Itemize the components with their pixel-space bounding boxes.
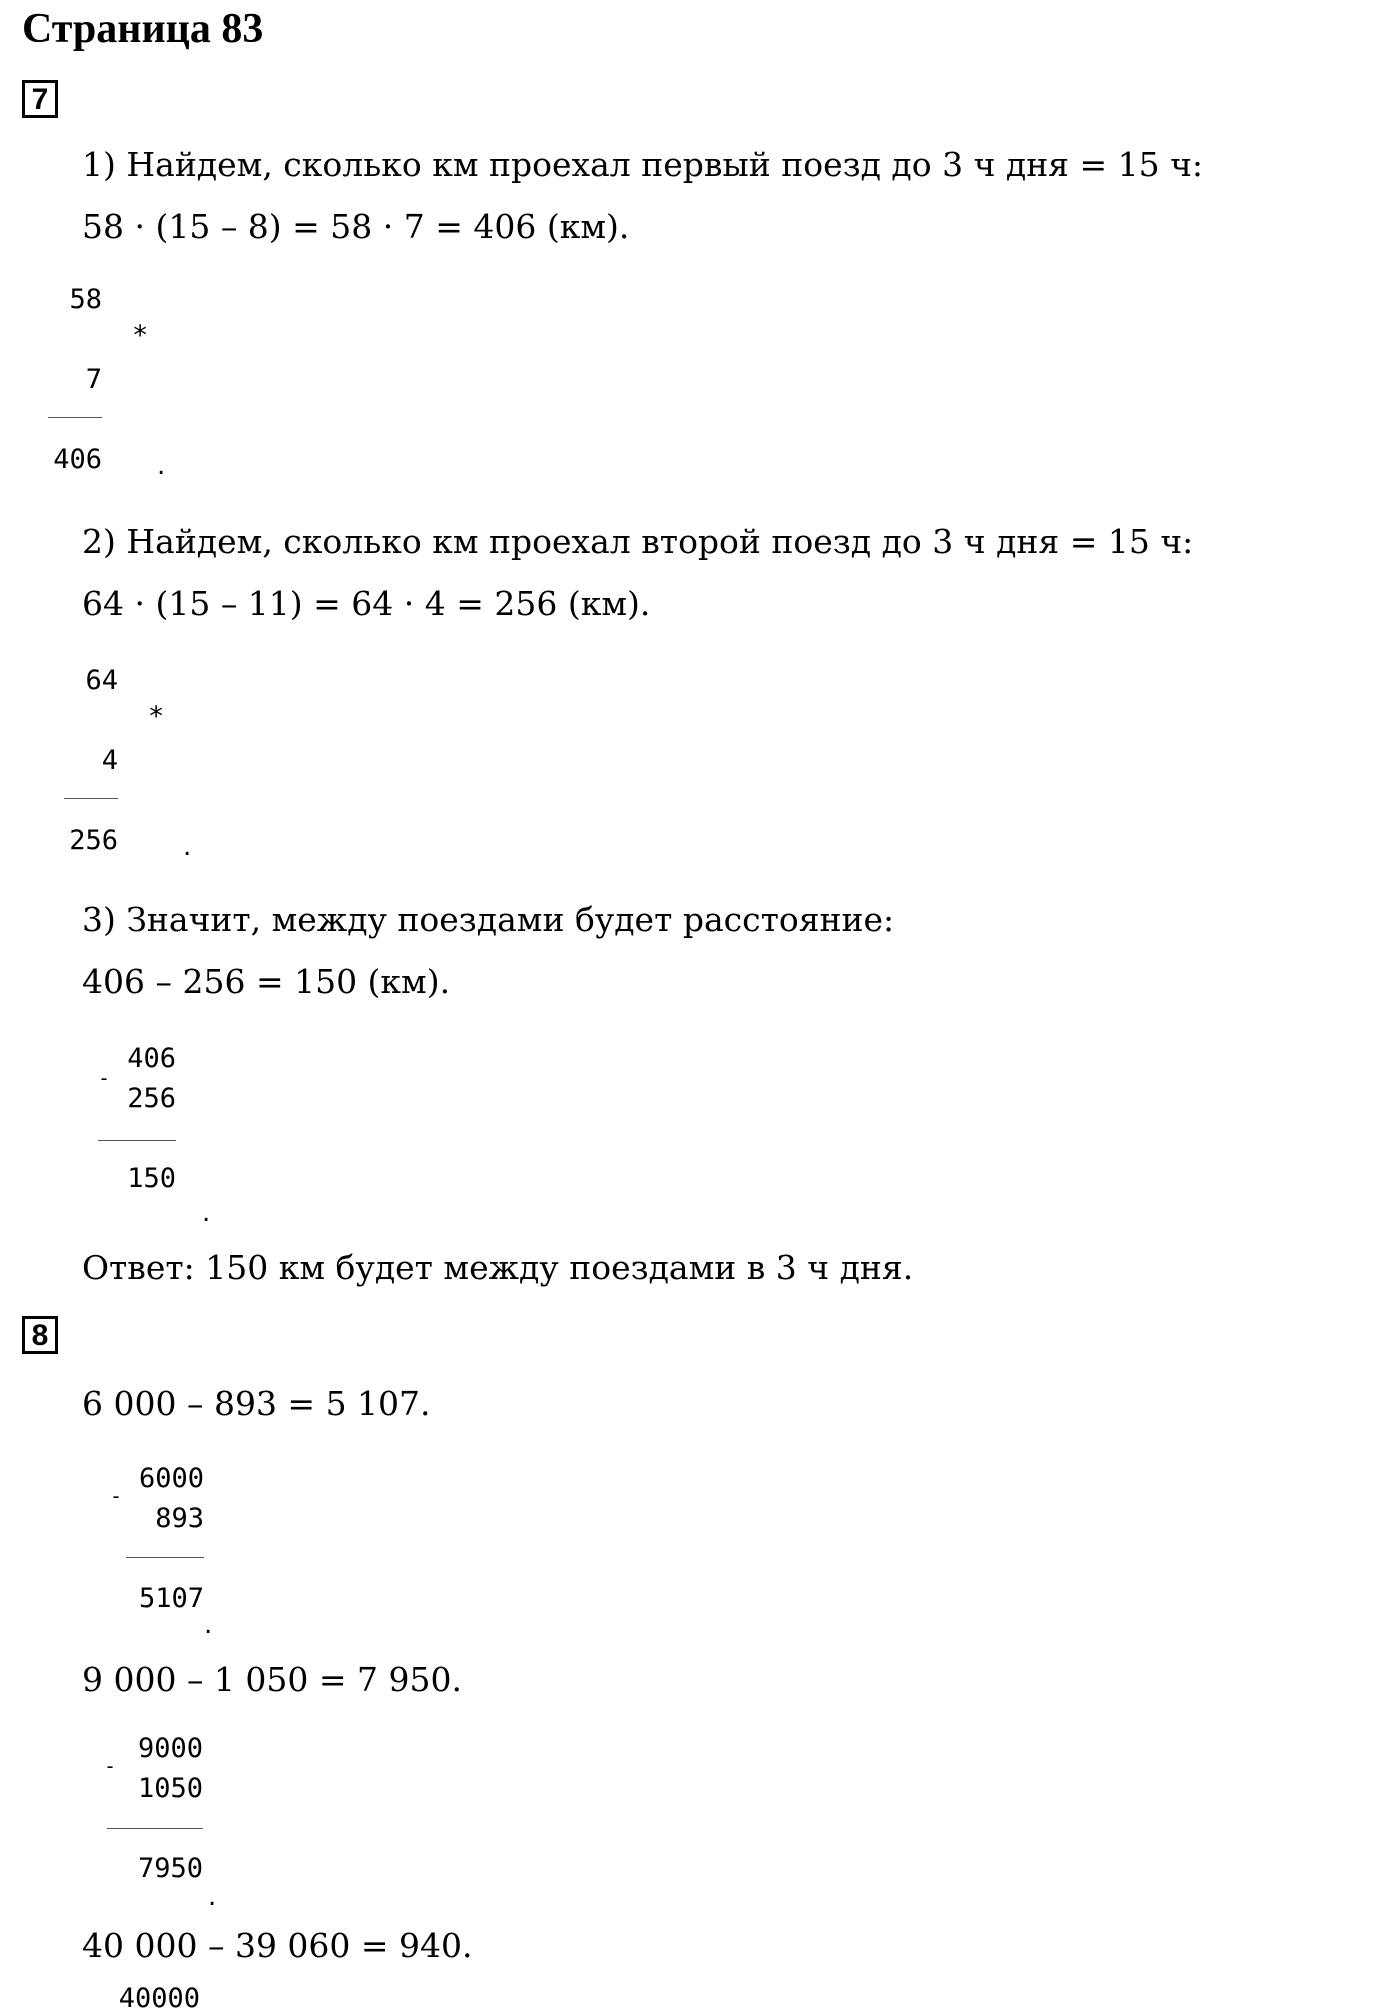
calc-top-operand: 58 (69, 284, 102, 315)
page-title: Страница 83 (22, 6, 264, 52)
calc-result-line (107, 1828, 203, 1829)
calc-dot: . (202, 1198, 211, 1228)
calc-bottom-operand: 1050 (137, 1773, 203, 1804)
task8-eq2-formula: 9 000 – 1 050 = 7 950. (82, 1660, 463, 1699)
calc-minus-sign: - (98, 1066, 111, 1090)
calc-dot: . (208, 1882, 217, 1912)
calc-multiply-sign: * (132, 320, 149, 351)
task-number-8: 8 (22, 1316, 58, 1354)
calc-result-line (126, 1557, 204, 1558)
task8-eq3-formula: 40 000 – 39 060 = 940. (82, 1926, 473, 1965)
calc-multiply-sign: * (148, 701, 165, 732)
task7-step3-text: 3) Значит, между поездами будет расстояние: (82, 900, 895, 939)
task7-answer: Ответ: 150 км будет между поездами в 3 ч дня. (82, 1248, 914, 1287)
calc-result: 406 (53, 444, 102, 475)
task8-eq1-formula: 6 000 – 893 = 5 107. (82, 1384, 431, 1423)
calc-top-operand: 9000 (137, 1733, 203, 1764)
task8-eq3-column-calc (100, 1984, 220, 2012)
calc-result: 150 (127, 1163, 176, 1194)
task8-eq1-column-calc (104, 1464, 244, 1654)
calc-bottom-operand: 4 (101, 745, 118, 776)
task-number-7: 7 (22, 80, 58, 118)
calc-dot: . (183, 832, 192, 862)
calc-top-operand: 40000 (118, 1984, 200, 2012)
calc-bottom-operand: 893 (155, 1503, 204, 1534)
calc-result-line (64, 798, 118, 799)
task7-step1-column-calc (52, 284, 166, 481)
calc-top-operand: 406 (127, 1043, 176, 1074)
calc-dot: . (204, 1610, 213, 1640)
task7-step3-column-calc (94, 1044, 214, 1234)
calc-result: 256 (69, 825, 118, 856)
calc-bottom-operand: 7 (85, 364, 102, 395)
calc-result: 7950 (137, 1853, 203, 1884)
calc-dot: . (157, 451, 166, 481)
task7-step2-column-calc (68, 665, 192, 862)
calc-result: 5107 (138, 1583, 204, 1614)
calc-bottom-operand: 256 (127, 1083, 176, 1114)
calc-result-line (48, 417, 102, 418)
task8-eq2-column-calc (104, 1734, 254, 1924)
task7-step1-formula: 58 · (15 – 8) = 58 · 7 = 406 (км). (82, 207, 630, 246)
calc-minus-sign: - (110, 1484, 123, 1508)
task7-step1-text: 1) Найдем, сколько км проехал первый поезд до 3 ч дня = 15 ч: (82, 145, 1204, 184)
task7-step2-formula: 64 · (15 – 11) = 64 · 4 = 256 (км). (82, 584, 651, 623)
calc-result-line (98, 1140, 176, 1141)
task7-step2-text: 2) Найдем, сколько км проехал второй поезд до 3 ч дня = 15 ч: (82, 522, 1194, 561)
calc-top-operand: 64 (85, 665, 118, 696)
task7-step3-formula: 406 – 256 = 150 (км). (82, 962, 451, 1001)
calc-minus-sign: - (104, 1754, 117, 1778)
calc-top-operand: 6000 (138, 1463, 204, 1494)
